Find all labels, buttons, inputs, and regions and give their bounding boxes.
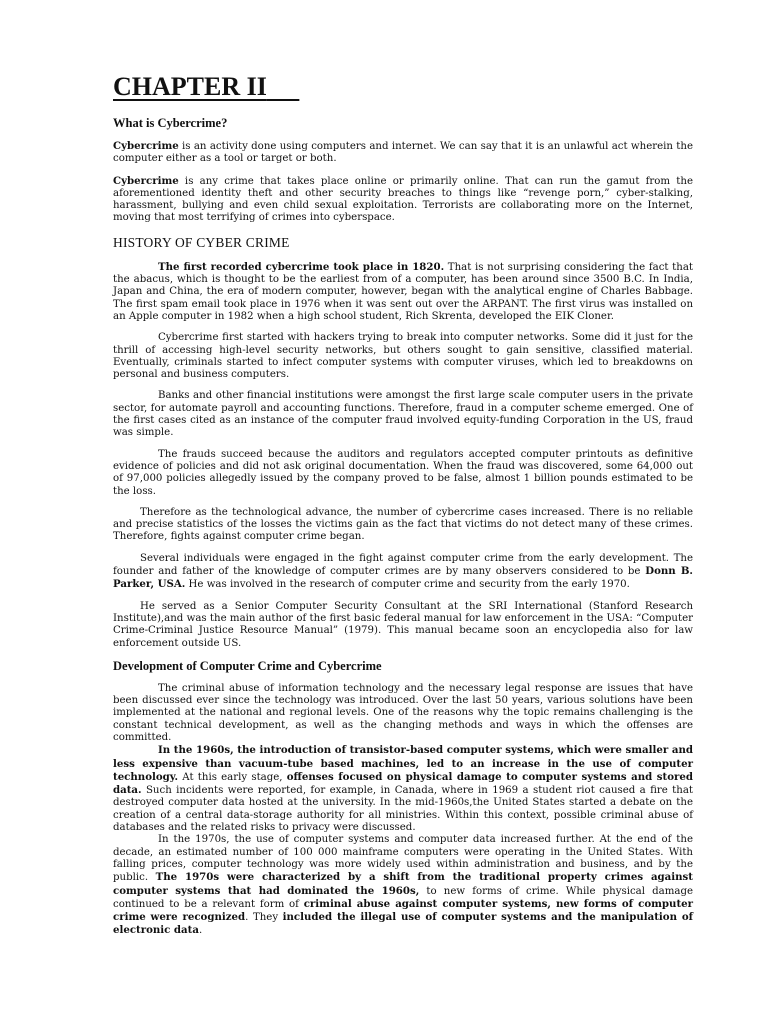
development-paragraph-1: The criminal abuse of information technology and the necessary legal response are issues that have been discussed ever since the technology was introduced. Over the last 50 years, various solutions have been implemented at the national and regional levels. One of the reasons why the topic remains challenging is the constant technical development, as well as the changing methods and ways in which the offenses are committed. — [113, 682, 693, 743]
development-3-mid-1: to new forms of crime. While physical damage continued to be a relevant form of — [113, 885, 693, 910]
chapter-title-underline-pad — [267, 72, 300, 101]
definition-2-text: is any crime that takes place online or primarily online. That can run the gamut from the aforementioned identity theft and other security breaches to things like “revenge porn,” cyber-stalking, harassment, bullying and even child sexual exploitation. Terrorists are collaborating more on the Internet, moving that most terrifying of crimes into cyberspace. — [113, 175, 693, 224]
development-2-bold-1: In the 1960s, the introduction of transistor-based computer systems, which were smaller and less expensive than vacuum-tube based machines, led to an increase in the use of computer technology. — [113, 744, 693, 783]
history-paragraph-6 — [113, 553, 693, 592]
chapter-title — [113, 72, 693, 102]
history-6-name: Donn B. Parker, USA. — [113, 565, 693, 591]
chapter-title-text: CHAPTER II — [113, 72, 267, 101]
development-2-mid: At this early stage, — [178, 771, 287, 783]
development-2-post: Such incidents were reported, for example, in Canada, where in 1969 a student riot caused a fire that destroyed computer data hosted at the university. In the mid-1960s,the United States started a debate on the creation of a central data-storage authority for all ministries. Within this context, possible criminal abuse of databases and the related risks to privacy were discussed. — [113, 785, 693, 834]
development-3-pre: In the 1970s, the use of computer systems and computer data increased further. At the end of the decade, an estimated number of 100 000 mainframe computers were operating in the United States. With falling prices, computer technology was more widely used within administration and business, and by the public. — [113, 834, 693, 884]
definition-1-text: is an activity done using computers and internet. We can say that it is an unlawful act wherein the computer either as a tool or target or both. — [113, 141, 693, 165]
history-paragraph-7: He served as a Senior Computer Security Consultant at the SRI International (Stanford Research Institute),and was the main author of the first basic federal manual for law enforcement in the USA: “Computer Crime-Criminal Justice Resource Manual” (1979). This manual became soon an encyclopedia also for law enforcement outside US. — [113, 600, 693, 649]
history-6-pre: Several individuals were engaged in the fight against computer crime from the early development. The founder and father of the knowledge of computer crimes are by many observers considered to be — [113, 552, 693, 578]
history-paragraph-4: The frauds succeed because the auditors and regulators accepted computer printouts as definitive evidence of policies and did not ask original documentation. When the fraud was discovered, some 64,000 out of 97,000 policies allegedly issued by the company proved to be false, almost 1 billion pounds estimated to be the loss. — [113, 448, 693, 497]
development-3-post: . — [198, 925, 203, 937]
development-paragraph-2 — [113, 744, 693, 834]
development-3-bold-1: The 1970s were characterized by a shift from the traditional property crimes against computer systems that had dominated the 1960s, — [113, 871, 693, 897]
development-2-bold-2: offenses focused on physical damage to computer systems and stored data. — [113, 770, 694, 797]
development-paragraph-3 — [113, 834, 693, 937]
document-page — [113, 72, 693, 938]
definition-1-term: Cybercrime — [113, 140, 179, 152]
definition-2-term: Cybercrime — [113, 174, 179, 187]
history-paragraph-1 — [113, 261, 693, 323]
history-paragraph-2: Cybercrime first started with hackers trying to break into computer networks. Some did it just for the thrill of accessing high-level security networks, but others sought to gain sensitive, classified material. Eventually, criminals started to infect computer systems with computer viruses, which led to breakdowns on personal and business computers. — [113, 332, 693, 381]
heading-history-of-cyber-crime: HISTORY OF CYBER CRIME — [113, 234, 290, 250]
development-3-mid-2: . They — [245, 912, 283, 924]
history-1-text: That is not surprising considering the fact that the abacus, which is thought to be the earliest from of a computer, has been around since 3500 B.C. In India, Japan and China, the era of modern computer, however, began with the analytical engine of Charles Babbage. The first spam email took place in 1976 when it was sent out over the ARPANT. The first virus was installed on an Apple computer in 1982 when a high school student, Rich Skrenta, developed the EIK Cloner. — [113, 261, 693, 322]
heading-what-is-cybercrime: What is Cybercrime? — [113, 116, 228, 130]
history-6-post: He was involved in the research of computer crime and security from the early 1970. — [185, 579, 630, 591]
heading-development: Development of Computer Crime and Cybercrime — [113, 658, 382, 673]
development-3-bold-2: criminal abuse against computer systems, new forms of computer crime were recognized — [113, 897, 694, 924]
history-paragraph-3: Banks and other financial institutions were amongst the first large scale computer users in the private sector, for automate payroll and accounting functions. Therefore, fraud in a computer scheme emerged. One of the first cases cited as an instance of the computer fraud involved equity-funding Corporation in the US, fraud was simple. — [113, 390, 693, 439]
history-1-bold: The first recorded cybercrime took place in 1820. — [158, 260, 445, 273]
definition-paragraph-1 — [113, 140, 693, 166]
history-paragraph-5: Therefore as the technological advance, the number of cybercrime cases increased. There is no reliable and precise statistics of the losses the victims gain as the fact that victims do not detect many of these crimes. Therefore, fights against computer crime began. — [113, 506, 693, 543]
development-3-bold-3: included the illegal use of computer systems and the manipulation of electronic data — [113, 911, 693, 937]
definition-paragraph-2 — [113, 175, 693, 225]
